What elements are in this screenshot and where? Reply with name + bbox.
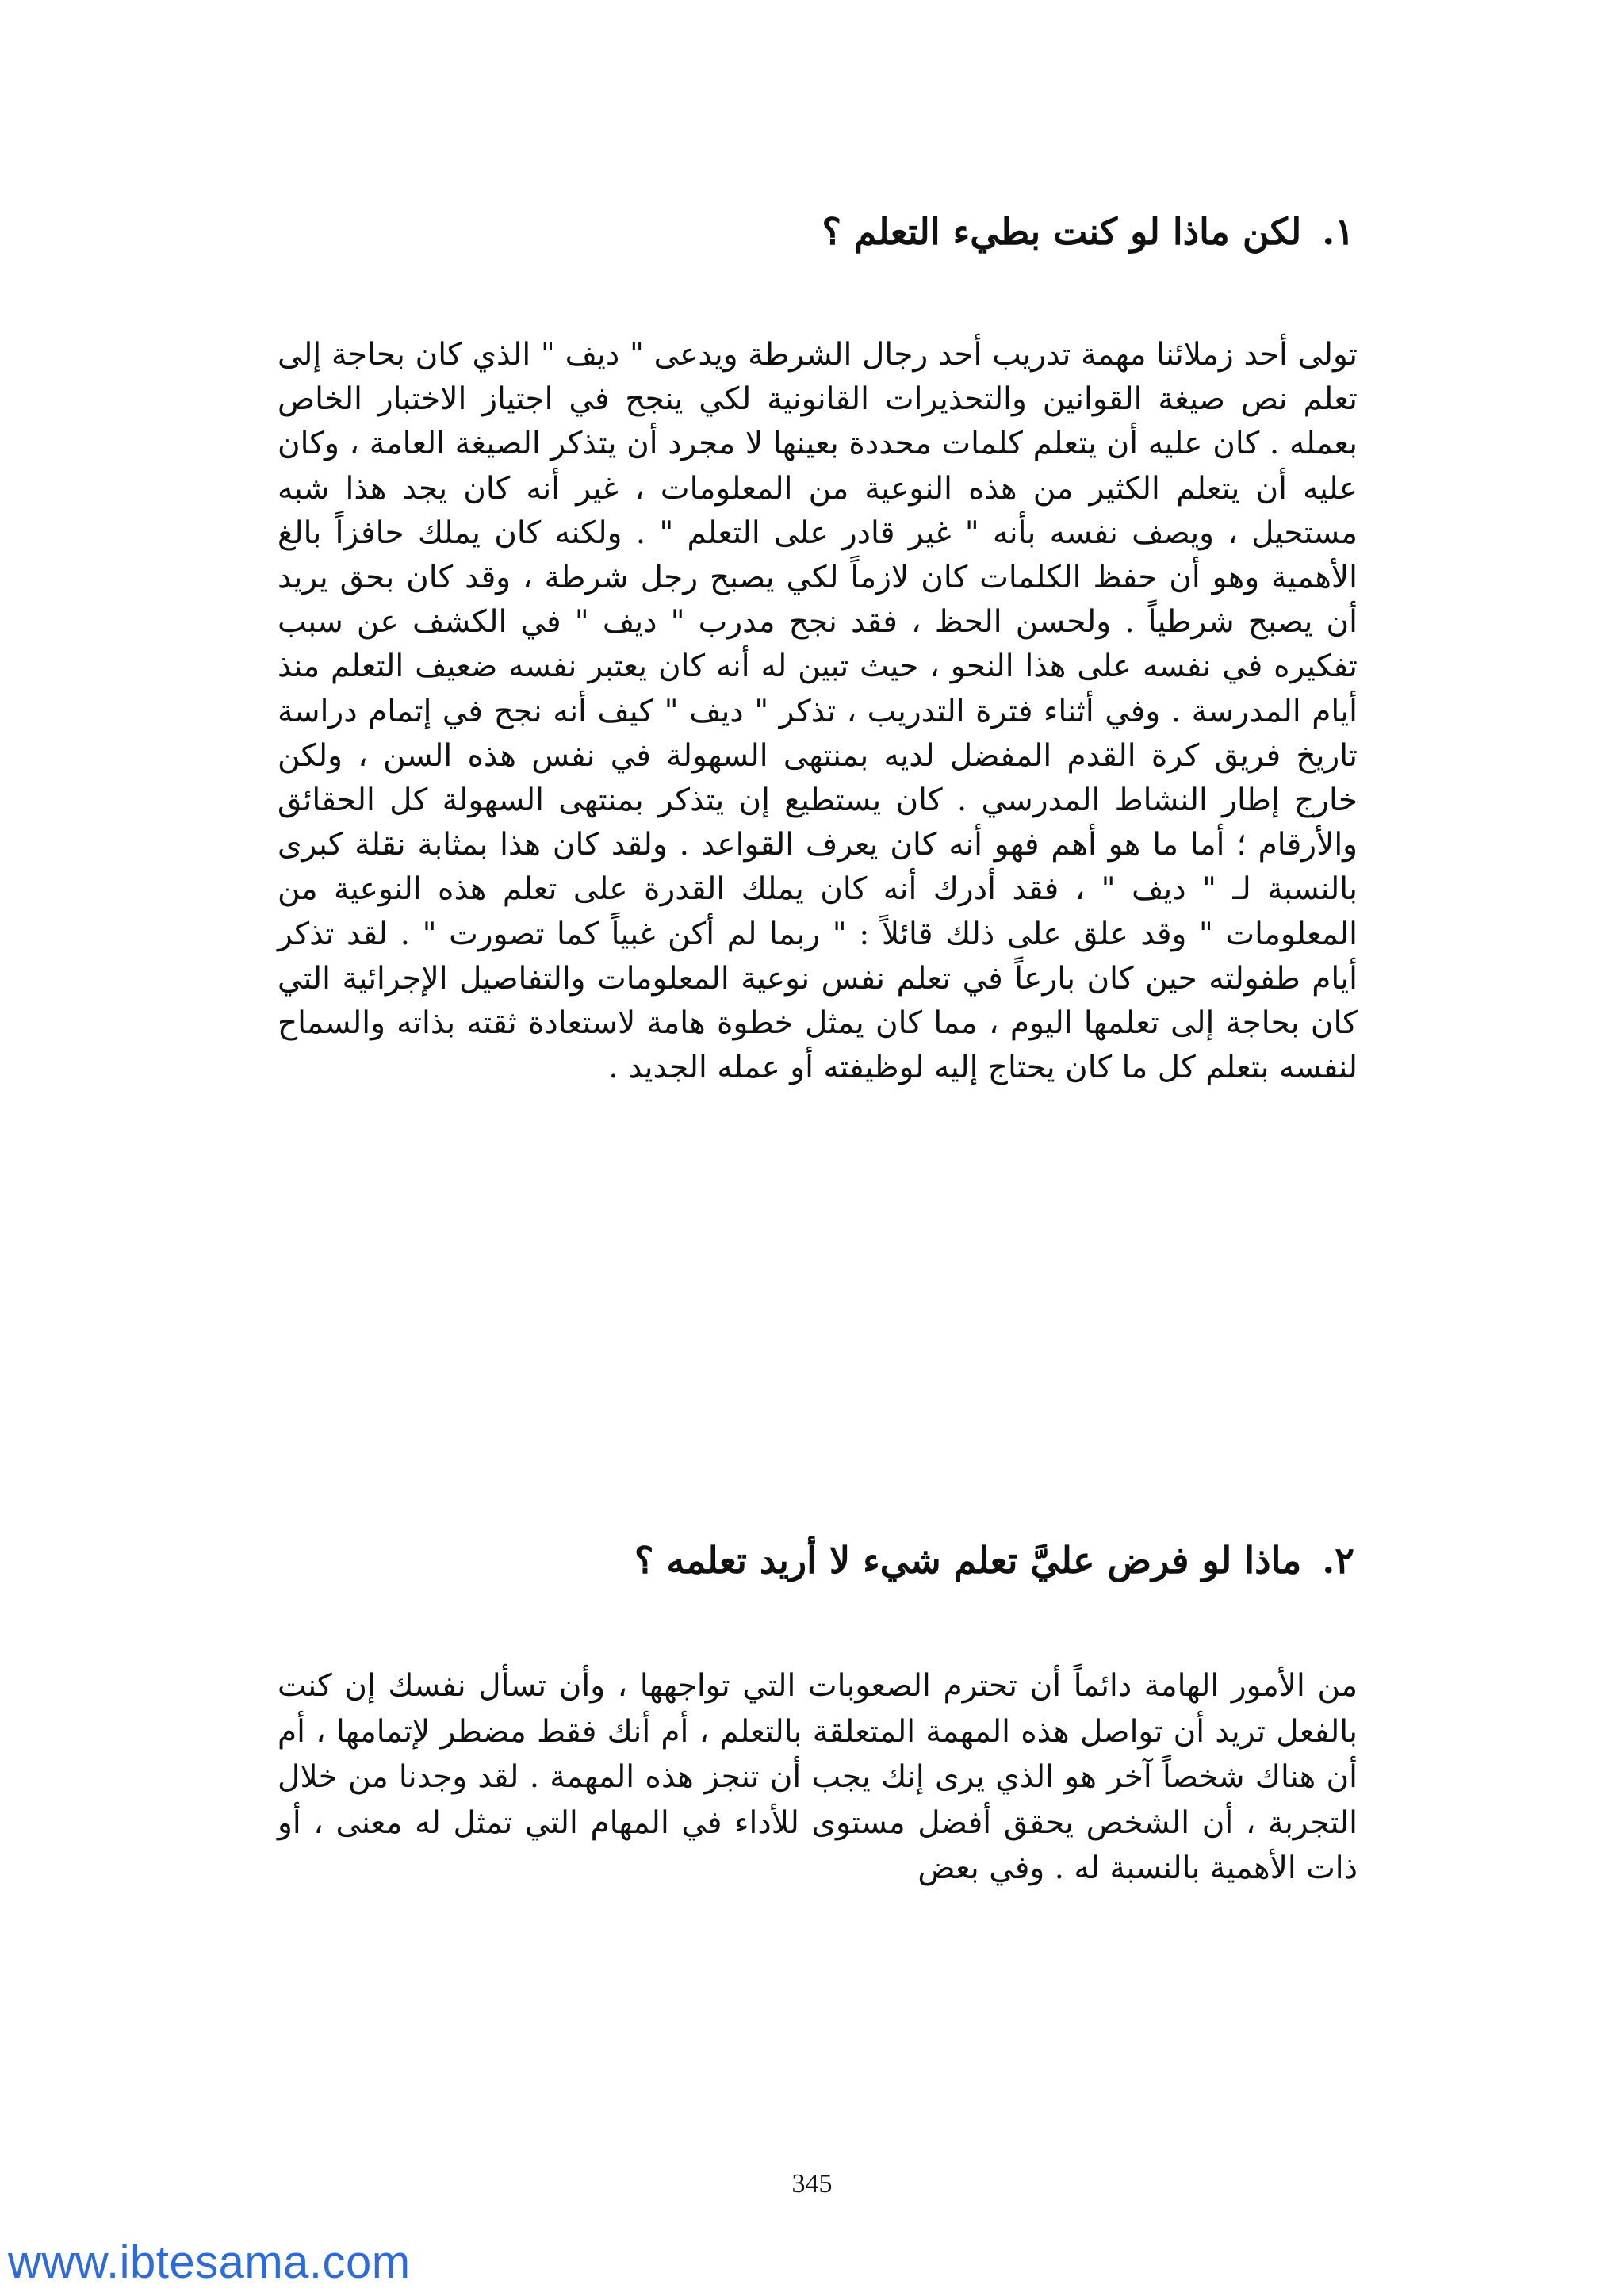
- section-2-title: ماذا لو فرض عليَّ تعلم شيء لا أريد تعلمه ؟: [634, 1539, 1302, 1582]
- section-2-heading: [634, 1536, 1354, 1584]
- section-1-title: لكن ماذا لو كنت بطيء التعلم ؟: [822, 210, 1302, 253]
- page-number: 345: [791, 2169, 833, 2198]
- section-2-paragraph: من الأمور الهامة دائماً أن تحترم الصعوبات التي تواجهها ، وأن تسأل نفسك إن كنت بالفعل تريد أن تواصل هذه المهمة المتعلقة بالتعلم ، أم أنك فقط مضطر لإتمامها ، أم أن هناك شخصاً آخر هو الذي يرى إنك يجب أن تنجز هذه المهمة . لقد وجدنا من خلال التجربة ، أن الشخص يحقق أفضل مستوى للأداء في المهام التي تمثل له معنى ، أو ذات الأهمية بالنسبة له . وفي بعض: [278, 1668, 1358, 1886]
- section-1-paragraph: تولى أحد زملائنا مهمة تدريب أحد رجال الشرطة ويدعى " ديف " الذي كان بحاجة إلى تعلم نص صيغة القوانين والتحذيرات القانونية لكي ينجح في اجتياز الاختبار الخاص بعمله . كان عليه أن يتعلم كلمات محددة بعينها لا مجرد أن يتذكر الصيغة العامة ، وكان عليه أن يتعلم الكثير من هذه النوعية من المعلومات ، غير أنه كان يجد هذا شبه مستحيل ، ويصف نفسه بأنه " غير قادر على التعلم " . ولكنه كان يملك حافزاً بالغ الأهمية وهو أن حفظ الكلمات كان لازماً لكي يصبح رجل شرطة ، وقد كان بحق يريد أن يصبح شرطياً . ولحسن الحظ ، فقد نجح مدرب " ديف " في الكشف عن سبب تفكيره في نفسه على هذا النحو ، حيث تبين له أنه كان يعتبر نفسه ضعيف التعلم منذ أيام المدرسة . وفي أثناء فترة التدريب ، تذكر " ديف " كيف أنه نجح في إتمام دراسة تاريخ فريق كرة القدم المفضل لديه بمنتهى السهولة في نفس هذه السن ، ولكن خارج إطار النشاط المدرسي . كان يستطيع إن يتذكر بمنتهى السهولة كل الحقائق والأرقام ؛ أما ما هو أهم فهو أنه كان يعرف القواعد . ولقد كان هذا بمثابة نقلة كبرى بالنسبة لـ " ديف " ، فقد أدرك أنه كان يملك القدرة على تعلم هذه النوعية من المعلومات " وقد علق على ذلك قائلاً : " ربما لم أكن غبياً كما تصورت " . لقد تذكر أيام طفولته حين كان بارعاً في تعلم نفس نوعية المعلومات والتفاصيل الإجرائية التي كان بحاجة إلى تعلمها اليوم ، مما كان يمثل خطوة هامة لاستعادة ثقته بذاته والسماح لنفسه بتعلم كل ما كان يحتاج إليه لوظيفته أو عمله الجديد .: [278, 337, 1358, 1086]
- section-1-body: [278, 333, 1358, 1090]
- watermark-url[interactable]: www.ibtesama.com: [8, 2237, 411, 2288]
- section-2-number: ٢.: [1322, 1539, 1354, 1582]
- section-1-heading: [822, 208, 1354, 255]
- section-2-body: [278, 1663, 1358, 1892]
- section-1-number: ١.: [1322, 210, 1354, 253]
